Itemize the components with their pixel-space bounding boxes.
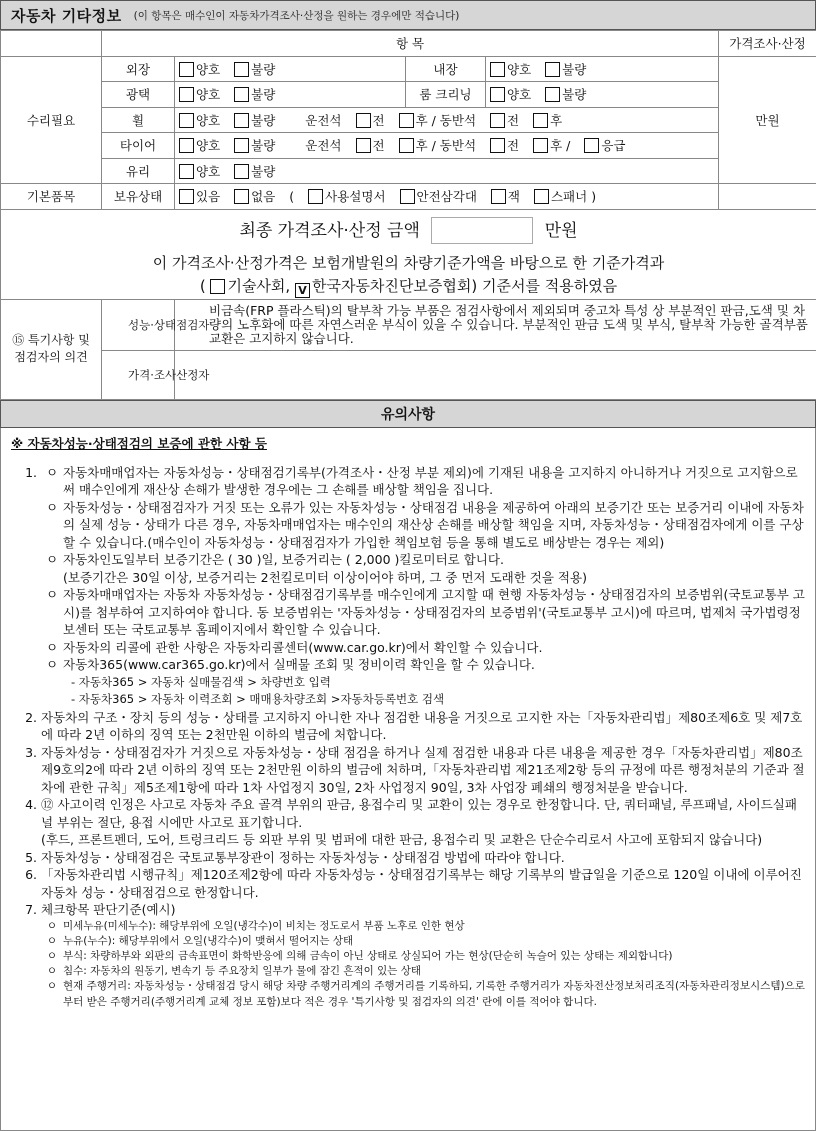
interior-options: 양호 불량: [486, 56, 719, 82]
checkbox-tire-passenger-rear[interactable]: [533, 138, 548, 153]
checkbox-wheel-driver-front[interactable]: [356, 113, 371, 128]
final-statement: 이 가격조사·산정가격은 보험개발원의 차량기준가액을 바탕으로 한 기준가격과: [5, 252, 812, 273]
price-header: 가격조사·산정: [719, 31, 816, 57]
notice-item-1: 1. ㅇ 자동차매매업자는 자동차성능・상태점검기록부(가격조사・산정 부분 제외)에 기재된 내용을 고지하지 아니하거나 거짓으로 고지함으로써 매수인에게 재산상 손해가 발생한 경우에는 그 손해를 배상할 책임을 집니다. ㅇ 자동차성능・상태점검자가 거짓 또는 오류가 있는 자동차성능・상태점검 내용을 제공하여 아래의 보증기간 또는 보증거리 이내에 자동차의 실제 성능・상태가 다른 경우, 자동차매매업자는 매수인의 재산상 손해를 배상할 책임을 지며, 자동차성능・상태점검자에게 이를 구상할 수 있습니다.(매수인이 자동차성능・상태점검자가 가입한 책임보험 등을 통해 별도로 배상받는 경우는 제외) ㅇ 자동차인도일부터 보증기간은 ( 30 )일, 보증거리는 ( 2,000 )킬로미터로 합니다. (보증기간은 30일 이상, 보증거리는 2천킬로미터 이상이어야 하며, 그 중 먼저 도래한 것을 적용) ㅇ 자동차매매업자는 자동차 자동차성능・상태점검기록부를 매수인에게 고지할 때 현행 자동차성능・상태점검자의 보증범위(국토교통부 고시)를 첨부하여 고지하여야 합니다. 동 보증범위는 '자동차성능・상태점검자의 보증범위'(국토교통부 고시)에 따르며, 법제처 국가법령정보센터 또는 국토교통부 홈페이지에서 확인할 수 있습니다. ㅇ 자동차의 리콜에 관한 사항은 자동차리콜센터(www.car.go.kr)에서 확인할 수 있습니다. ㅇ 자동차365(www.car365.go.kr)에서 실매물 조회 및 정비이력 확인을 할 수 있습니다. - 자동차365 > 자동차 실매물검색 > 차량번호 입력 - 자동차365 > 자동차 이력조회 > 매매용차량조회 >자동차등록번호 검색: [11, 464, 805, 709]
tire-options: 양호 불량 운전석 전 후 / 동반석 전 후 / 응급: [175, 133, 719, 159]
row-label-gloss: 광택: [102, 82, 175, 108]
row-label-room-cleaning: 룸 크리닝: [406, 82, 486, 108]
notice-body: [0, 428, 816, 1131]
notice-item-7: 7. 체크항목 판단기준(예시) ㅇ 미세누유(미세누수): 해당부위에 오일(냉각수)이 비치는 정도로서 부품 노후로 인한 현상 ㅇ 누유(누수): 해당부위에서 오일(냉각수)이 맺혀서 떨어지는 상태 ㅇ 부식: 차량하부와 외판의 금속표면이 화학반응에 의해 금속이 아닌 상태로 상실되어 가는 현상(단순히 녹슬어 있는 상태는 제외합니다) ㅇ 침수: 자동차의 원동기, 변속기 등 주요장치 일부가 물에 잠긴 흔적이 있는 상태 ㅇ 현재 주행거리: 자동차성능・상태점검 당시 해당 차량 주행거리계의 주행거리를 기록하되, 기록한 주행거리가 자동차전산정보처리조직(자동차관리정보시스템)으로부터 받은 주행거리(주행거리계 교체 정보 포함)보다 적은 경우 '특기사항 및 점검자의 의견' 란에 이를 적어야 합니다.: [11, 901, 805, 1010]
checkbox-interior-bad[interactable]: [545, 62, 560, 77]
notice-item-3: 3. 자동차성능・상태점검자가 거짓으로 자동차성능・상태 점검을 하거나 실제 점검한 내용과 다른 내용을 제공한 경우「자동차관리법」제80조제9호의2에 따라 2년 이하의 징역 또는 2천만원 이하의 벌금에 처하며,「자동차관리법 제21조제2항 등의 규정에 따른 행정처분의 기준과 절차에 관한 규칙」제5조제1항에 따라 1차 사업정지 30일, 2차 사업정지 90일, 3차 사업장 폐쇄의 행정처분을 받습니다.: [11, 744, 805, 797]
glass-options: 양호 불량: [175, 158, 719, 184]
final-price-unit: 만원: [545, 221, 578, 241]
basic-group-label: 기본품목: [1, 184, 102, 210]
checkbox-exterior-bad[interactable]: [234, 62, 249, 77]
notice-item-4: 4. ⑫ 사고이력 인정은 사고로 자동차 주요 골격 부위의 판금, 용접수리 및 교환이 있는 경우로 한정합니다. 단, 쿼터패널, 루프패널, 사이드실패널 부위는 절단, 용접 시에만 사고로 표기합니다. (후드, 프론트펜더, 도어, 트렁크리드 등 외판 부위 및 범퍼에 대한 판금, 용접수리 및 교환은 단순수리로서 사고에 포함되지 않습니다): [11, 796, 805, 849]
row-label-glass: 유리: [102, 158, 175, 184]
special-label: ⑮ 특기사항 및 점검자의 의견: [1, 299, 102, 399]
perf-inspector-text: 비금속(FRP 플라스틱)의 탈부착 가능 부품은 점검사항에서 제외되며 중고차 특성 상 부분적인 판금,도색 및 차량의 노후화에 따른 자연스러운 부식이 있을 수 있습니다. 부분적인 판금 도색 및 부식, 탈부착 가능한 골격부품 교환은 고지하지 않습니다.: [175, 299, 816, 350]
checkbox-wheel-passenger-front[interactable]: [490, 113, 505, 128]
checkbox-interior-good[interactable]: [490, 62, 505, 77]
section-title: 자동차 기타정보: [11, 5, 122, 26]
final-price-section: [1, 209, 816, 299]
checkbox-basic-none[interactable]: [234, 189, 249, 204]
checkbox-glass-bad[interactable]: [234, 164, 249, 179]
checkbox-manual[interactable]: [308, 189, 323, 204]
row-label-interior: 내장: [406, 56, 486, 82]
checkbox-glass-good[interactable]: [179, 164, 194, 179]
gloss-options: 양호 불량: [175, 82, 406, 108]
checkbox-spanner[interactable]: [534, 189, 549, 204]
checkbox-basic-have[interactable]: [179, 189, 194, 204]
checkbox-triangle[interactable]: [400, 189, 415, 204]
row-label-tire: 타이어: [102, 133, 175, 159]
info-table: [0, 30, 816, 400]
final-standard: ( 기술사회, V 한국자동차진단보증협회) 기준서를 적용하였음: [5, 275, 812, 298]
checkbox-tech-society[interactable]: [210, 279, 225, 294]
exterior-options: 양호 불량: [175, 56, 406, 82]
final-price-label: 최종 가격조사·산정 금액: [239, 221, 419, 241]
checkbox-wheel-good[interactable]: [179, 113, 194, 128]
checkbox-room-good[interactable]: [490, 87, 505, 102]
item-header: 항 목: [102, 31, 719, 57]
notice-item-5: 5. 자동차성능・상태점검은 국토교통부장관이 정하는 자동차성능・상태점검 방법에 따라야 합니다.: [11, 849, 805, 867]
wheel-options: 양호 불량 운전석 전 후 / 동반석 전 후: [175, 107, 719, 133]
final-price-input[interactable]: [431, 217, 533, 244]
notice-header: 유의사항: [0, 400, 816, 428]
checkbox-room-bad[interactable]: [545, 87, 560, 102]
notice-title: ※ 자동차성능·상태점검의 보증에 관한 사항 등: [11, 434, 805, 452]
basic-status-label: 보유상태: [102, 184, 175, 210]
price-inspector-label: 가격·조사산정자: [102, 350, 175, 399]
checkbox-gloss-good[interactable]: [179, 87, 194, 102]
perf-inspector-label: 성능·상태점검자: [102, 299, 175, 350]
repair-price-unit: 만원: [719, 56, 816, 184]
checkbox-jack[interactable]: [491, 189, 506, 204]
notice-item-2: 2. 자동차의 구조・장치 등의 성능・상태를 고지하지 아니한 자나 점검한 내용을 거짓으로 고지한 자는「자동차관리법」제80조제6호 및 제7호에 따라 2년 이하의 징역 또는 2천만원 이하의 벌금에 처합니다.: [11, 709, 805, 744]
checkbox-tire-passenger-front[interactable]: [490, 138, 505, 153]
checkbox-tire-bad[interactable]: [234, 138, 249, 153]
checkbox-tire-driver-front[interactable]: [356, 138, 371, 153]
room-cleaning-options: 양호 불량: [486, 82, 719, 108]
price-inspector-text: [175, 350, 816, 399]
section-note: (이 항목은 매수인이 자동차가격조사·산정을 원하는 경우에만 적습니다): [134, 8, 460, 23]
row-label-exterior: 외장: [102, 56, 175, 82]
notice-item-6: 6. 「자동차관리법 시행규칙」제120조제2항에 따라 자동차성능・상태점검기록부는 해당 기록부의 발급일을 기준으로 120일 이내에 이루어진 자동차 성능・상태점검으로 한정합니다.: [11, 866, 805, 901]
checkbox-tire-good[interactable]: [179, 138, 194, 153]
checkbox-wheel-passenger-rear[interactable]: [533, 113, 548, 128]
checkbox-exterior-good[interactable]: [179, 62, 194, 77]
basic-options: 있음 없음 ( 사용설명서 안전삼각대 잭 스패너 ): [175, 184, 719, 210]
checkbox-wheel-driver-rear[interactable]: [399, 113, 414, 128]
checkbox-assoc[interactable]: [295, 283, 310, 298]
repair-group-label: 수리필요: [1, 56, 102, 184]
checkbox-gloss-bad[interactable]: [234, 87, 249, 102]
section-header: [0, 0, 816, 30]
checkbox-wheel-bad[interactable]: [234, 113, 249, 128]
row-label-wheel: 휠: [102, 107, 175, 133]
checkbox-tire-emergency[interactable]: [584, 138, 599, 153]
checkbox-tire-driver-rear[interactable]: [399, 138, 414, 153]
